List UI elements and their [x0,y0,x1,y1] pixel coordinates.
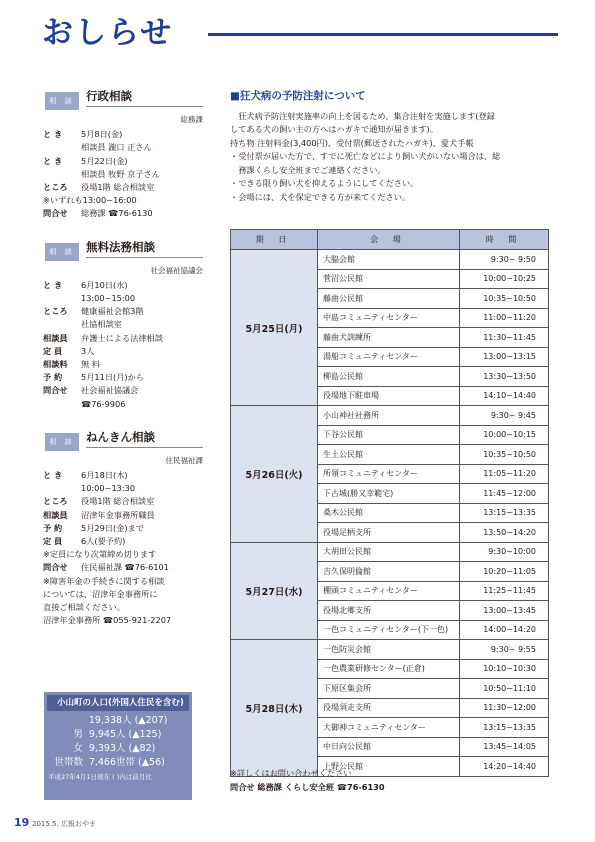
time-cell: 11:30~11:45 [460,328,549,348]
section-note: 直接ご相談ください。 [43,602,125,613]
info-value: 役場1階 総合相談室 [81,496,155,507]
section-header [43,239,203,261]
info-value: 10:00~13:30 [81,483,136,494]
time-cell: 10:20~11:05 [460,562,549,582]
population-box [44,692,192,800]
info-label: 定 員 [43,345,63,356]
population-key: 女 [73,743,83,754]
rabies-footer [230,766,385,794]
info-label [43,398,81,411]
rabies-contact: 問合せ 総務課 くらし安全班 ☎76-6130 [230,782,385,792]
venue-cell: 中島コミュニティセンター [318,308,460,328]
population-value: 19,338人 (▲207) [88,715,168,726]
info-label: と き [43,155,63,166]
venue-cell: 大胡田公民館 [318,542,460,562]
info-row [43,495,203,508]
population-value: 9,393人 (▲82) [88,743,156,754]
info-value: 住民福祉課 ☎76-6101 [81,562,169,573]
info-value: 相談員 瀧口 正さん [81,142,152,153]
info-value: 社協相談室 [81,319,122,330]
section-title: 無料法務相談 [86,239,155,254]
info-row [43,522,203,535]
page-number: 19 [14,816,30,829]
info-label: 定 員 [43,536,63,547]
time-cell: 10:35~10:50 [460,445,549,465]
schedule-date: 5月25日(月) [231,250,318,406]
info-row [43,345,203,358]
section-org: 社会福祉協議会 [150,265,203,275]
section-note: については、沼津年金事務所に [43,588,158,599]
info-label: 相談員 [43,509,68,520]
time-cell: 11:30~12:00 [460,698,549,718]
section-org: 総務課 [180,115,203,124]
header-venue: 会 場 [318,230,460,250]
header-date: 期 日 [231,230,318,250]
section-note: 沼津年金事務所 ☎055-921-2207 [43,615,172,626]
venue-cell: 藤曲公民館 [318,289,460,309]
info-row [43,155,203,168]
info-value: ☎76-9906 [81,398,126,409]
info-label: ところ [43,496,68,507]
info-value: 5月22日(金) [81,155,128,166]
time-cell: 13:50~14:20 [460,523,549,543]
info-label [43,141,81,154]
header-time: 時 間 [460,230,549,250]
info-row [43,292,203,305]
time-cell: 10:35~10:50 [460,289,549,309]
info-value: 6月18日(木) [81,470,128,481]
consultation-section [43,88,203,221]
schedule-date: 5月28日(木) [231,640,318,777]
venue-cell: 役場北郷支所 [318,601,460,621]
population-value: 7,466世帯 (▲56) [88,757,165,768]
venue-cell: 棚頭コミュニティセンター [318,581,460,601]
info-label: と き [43,279,63,290]
section-header [43,88,203,110]
issue-label: 2015.5. 広報おやま [32,820,96,828]
time-cell: 13:15~13:35 [460,503,549,523]
info-label: と き [43,129,63,140]
left-column [43,88,203,628]
time-cell: 14:00~14:20 [460,620,549,640]
info-row [43,332,203,345]
time-cell: 14:20~14:40 [460,757,549,777]
info-value: 社会福祉協議会 [81,385,139,396]
info-label [43,168,81,181]
venue-cell: 一色防災会館 [318,640,460,660]
time-cell: 13:00~13:15 [460,347,549,367]
info-label: 問合せ [43,562,68,573]
time-cell: 11:00~11:20 [460,308,549,328]
info-row [43,384,203,397]
time-cell: 9:30~ 9:50 [460,250,549,270]
schedule-row [231,406,549,426]
time-cell: 9:30~10:00 [460,542,549,562]
section-tag: 相 談 [45,92,79,110]
population-row [44,728,192,742]
info-row [43,181,203,194]
info-value: 相談員 牧野 京子さん [81,168,160,179]
info-row [43,279,203,292]
section-tag: 相 談 [45,243,79,261]
info-value: 5月11日(月)から [81,372,144,383]
info-row [43,358,203,371]
time-cell: 10:50~11:10 [460,679,549,699]
rabies-notice [230,90,550,204]
time-cell: 10:00~10:15 [460,425,549,445]
detail-note: ※詳しくはお問い合わせください [230,768,352,778]
venue-cell: 吉久保明倫館 [318,562,460,582]
venue-cell: 下古城(勝又幸範宅) [318,484,460,504]
info-value: 3人 [81,345,95,356]
info-row [43,561,203,574]
schedule-row [231,640,549,660]
info-row [43,141,203,154]
consultation-section [43,239,203,411]
info-label [43,318,81,331]
venue-cell: 大脇会館 [318,250,460,270]
time-cell: 13:45~14:05 [460,737,549,757]
info-label: 予 約 [43,372,63,383]
population-value: 9,945人 (▲125) [88,729,162,740]
info-label: 予 約 [43,522,63,533]
info-row [43,535,203,548]
venue-cell: 藤曲犬訓練所 [318,328,460,348]
info-value: 5月29日(金)まで [81,522,144,533]
page-title: おしらせ [42,15,174,51]
time-cell: 10:00~10:25 [460,269,549,289]
venue-cell: 下原区集会所 [318,679,460,699]
section-org: 住民福祉課 [165,455,203,465]
title-rule [208,33,558,36]
notice-line: ・できる限り飼い犬を抑えるようにしてください。 [230,178,419,188]
population-row [44,756,192,770]
venue-cell: 大御神コミュニティセンター [318,718,460,738]
schedule-row [231,542,549,562]
info-label: 問合せ [43,385,68,396]
section-rule [86,106,203,107]
info-label: と き [43,470,63,481]
time-cell: 13:00~13:45 [460,601,549,621]
info-row [43,128,203,141]
population-key: 男 [73,729,83,740]
info-row [43,371,203,384]
venue-cell: 一色コミュニティセンター(下一色) [318,620,460,640]
time-cell: 14:10~14:40 [460,386,549,406]
time-cell: 9:30~ 9:55 [460,640,549,660]
schedule-date: 5月26日(火) [231,406,318,543]
venue-cell: 柳島公民館 [318,367,460,387]
venue-cell: 湯船コミュニティセンター [318,347,460,367]
info-value: 弁護士による法律相談 [81,332,163,343]
section-tag: 相 談 [45,433,79,451]
time-cell: 10:10~10:30 [460,659,549,679]
info-value: 無 料 [81,359,100,370]
section-note: ※いずれも13:00~16:00 [43,195,137,206]
venue-cell: 役場足柄支所 [318,523,460,543]
info-value: 健康福祉会館3階 [81,306,144,317]
rabies-title: ■狂犬病の予防注射について [230,90,366,102]
info-value: 5月8日(金) [81,129,123,140]
notice-line: 狂犬病予防注射実施率の向上を図るため、集合注射を実施します(登録 [230,110,495,121]
info-row [43,469,203,482]
info-row [43,509,203,522]
consultation-section [43,429,203,628]
population-key: 世帯数 [54,757,83,768]
venue-cell: 菅沼公民館 [318,269,460,289]
info-value: 6月10日(水) [81,279,128,290]
schedule-row [231,250,549,270]
venue-cell: 生土公民館 [318,445,460,465]
info-value: 総務課 ☎76-6130 [81,208,153,219]
venue-cell: 上野公民館 [318,757,460,777]
info-value: 6人(要予約) [81,536,126,547]
schedule-date: 5月27日(水) [231,542,318,640]
info-row [43,168,203,181]
time-cell: 13:15~13:35 [460,718,549,738]
population-row [44,742,192,756]
info-row [43,398,203,411]
population-footnote: 平成27年4月1日現在 ( )内は前月比 [48,773,152,781]
venue-cell: 一色農業研修センター(正倉) [318,659,460,679]
notice-line: ・会場には、犬を保定できる方が来てください。 [230,191,411,202]
info-label: ところ [43,306,68,317]
notice-line: 持ち物 注射料金(3,400円)、受付票(郵送されたハガキ)、愛犬手帳 [230,137,474,148]
info-label [43,482,81,495]
info-label: 問合せ [43,208,68,219]
section-title: ねんきん相談 [86,429,155,444]
venue-cell: 桑木公民館 [318,503,460,523]
population-key [44,714,83,728]
venue-cell: 小山神社社務所 [318,406,460,426]
venue-cell: 役場須走支所 [318,698,460,718]
section-note: ※障害年金の手続きに関する相談 [43,575,165,586]
info-label: 相談員 [43,332,68,343]
time-cell: 11:05~11:20 [460,464,549,484]
population-row [44,714,192,728]
info-label [43,292,81,305]
section-header [43,429,203,451]
info-row [43,482,203,495]
info-label: ところ [43,182,68,193]
section-title: 行政相談 [86,89,132,103]
time-cell: 11:45~12:00 [460,484,549,504]
time-cell: 9:30~ 9:45 [460,406,549,426]
info-row [43,207,203,220]
info-value: 沼津年金事務所職員 [81,509,155,520]
info-row [43,305,203,318]
venue-cell: 所領コミュニティセンター [318,464,460,484]
info-row [43,318,203,331]
info-value: 13:00~15:00 [81,293,136,304]
venue-cell: 役場地下駐車場 [318,386,460,406]
notice-line: ・受付票が届いた方で、すでに死亡などにより飼い犬がいない場合は、総 [230,151,501,161]
section-rule [86,447,203,448]
info-label: 相談料 [43,359,68,370]
population-title: 小山町の人口(外国人住民を含む) [47,695,189,711]
info-value: 役場1階 総合相談室 [81,182,155,193]
venue-cell: 中日向公民館 [318,737,460,757]
venue-cell: 下谷公民館 [318,425,460,445]
section-rule [86,257,203,258]
notice-line: してある犬の飼い主の方へはハガキで通知が届きます)。 [230,124,438,134]
time-cell: 13:30~13:50 [460,367,549,387]
section-note: ※定員になり次第締め切ります [43,549,157,560]
notice-line: 務課くらし安全班までご連絡ください。 [230,164,386,175]
schedule-table [230,229,549,777]
time-cell: 11:25~11:45 [460,581,549,601]
